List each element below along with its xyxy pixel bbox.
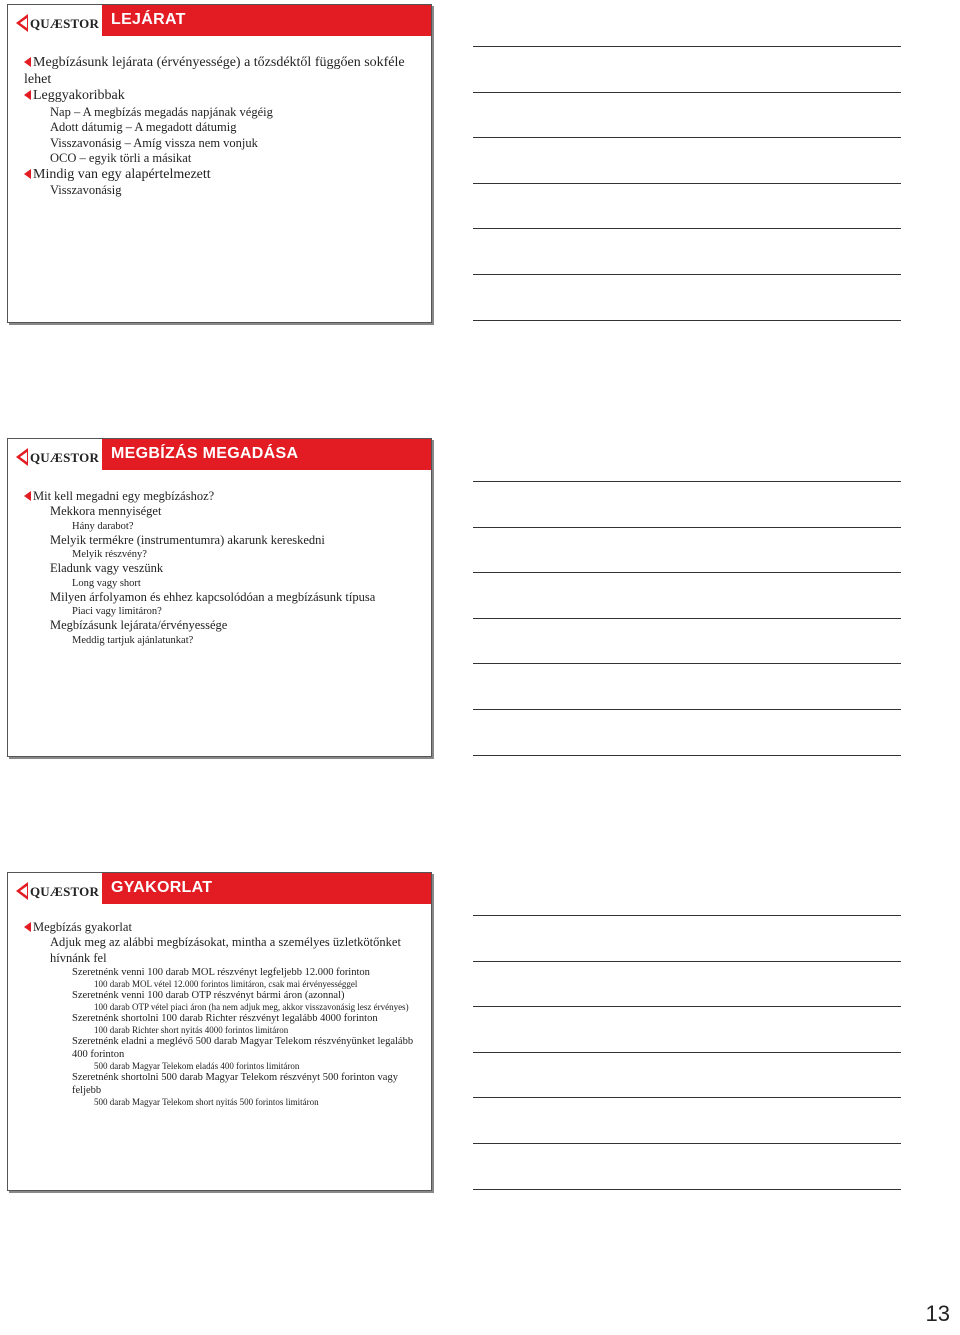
line-text: Leggyakoribbak [33, 88, 125, 103]
bullet-line-level-1 [24, 55, 423, 88]
line-text: Megbízásunk lejárata/érvényessége [50, 618, 228, 632]
slide-lejarat [7, 4, 432, 323]
slide-content [24, 55, 423, 199]
note-rule [473, 1052, 901, 1053]
note-rule [473, 1143, 901, 1144]
bullet-line-level-1 [24, 920, 423, 935]
logo-mark-icon [16, 448, 28, 466]
note-rule [473, 228, 901, 229]
line-text: Visszavonásig [50, 183, 122, 197]
logo-mark-icon [16, 14, 28, 32]
line-text: Eladunk vagy veszünk [50, 561, 164, 575]
bullet-line-level-3 [72, 548, 423, 561]
line-text: Szeretnénk shortolni 500 darab Magyar Telekom részvényt 500 forinton vagy feljebb [72, 1072, 398, 1096]
line-text: 100 darab Richter short nyitás 4000 forintos limitáron [94, 1025, 289, 1035]
note-rule [473, 527, 901, 528]
slide-gyakorlat [7, 872, 432, 1191]
bullet-line-level-4 [94, 1025, 423, 1035]
line-text: OCO – egyik törli a másikat [50, 151, 192, 165]
bullet-line-level-2 [50, 561, 423, 577]
bullet-line-level-2 [50, 618, 423, 634]
bullet-line-level-2 [50, 183, 423, 199]
bullet-line-level-2 [50, 120, 423, 136]
bullet-arrow-icon [24, 90, 31, 100]
note-rule [473, 572, 901, 573]
bullet-line-level-4 [94, 1061, 423, 1071]
bullet-line-level-4 [94, 1097, 423, 1107]
bullet-line-level-4 [94, 1002, 423, 1012]
bullet-line-level-2 [50, 533, 423, 549]
page-number: 13 [925, 1301, 950, 1326]
line-text: Adott dátumig – A megadott dátumig [50, 120, 237, 134]
note-rule [473, 320, 901, 321]
note-rule [473, 1189, 901, 1190]
bullet-line-level-1 [24, 489, 423, 504]
bullet-line-level-3 [72, 1071, 423, 1097]
line-text: Long vagy short [72, 577, 141, 589]
line-text: 500 darab Magyar Telekom short nyitás 500 forintos limitáron [94, 1097, 319, 1107]
note-rule [473, 137, 901, 138]
line-text: 500 darab Magyar Telekom eladás 400 forintos limitáron [94, 1061, 300, 1071]
line-text: Visszavonásig – Amíg vissza nem vonjuk [50, 135, 258, 150]
line-text: Melyik részvény? [72, 549, 147, 560]
bullet-line-level-4 [94, 979, 423, 989]
questor-logo: QUÆSTOR [16, 448, 102, 466]
bullet-line-level-3 [72, 966, 423, 979]
note-rule [473, 1006, 901, 1007]
bullet-line-level-2 [50, 590, 423, 606]
line-text: Melyik termékre (instrumentumra) akarunk kereskedni [50, 532, 325, 547]
note-rule [473, 46, 901, 47]
bullet-line-level-2 [50, 151, 423, 167]
line-text: Adjuk meg az alábbi megbízásokat, mintha a személyes üzletkötőnket hívnánk fel [50, 935, 401, 965]
questor-logo: QUÆSTOR [16, 882, 102, 900]
slide-header [8, 5, 431, 36]
bullet-arrow-icon [24, 57, 31, 67]
bullet-arrow-icon [24, 169, 31, 179]
bullet-line-level-1 [24, 167, 423, 184]
line-text: Nap – A megbízás megadás napjának végéig [50, 104, 273, 119]
line-text: Mit kell megadni egy megbízáshoz? [33, 489, 215, 503]
bullet-line-level-3 [72, 634, 423, 647]
note-rule [473, 274, 901, 275]
slide-header [8, 439, 431, 470]
bullet-line-level-3 [72, 1035, 423, 1061]
note-rule [473, 961, 901, 962]
line-text: Szeretnénk eladni a meglévő 500 darab Magyar Telekom részvényünket legalább 400 forinton [72, 1036, 414, 1060]
line-text: Megbízásunk lejárata (érvényessége) a tőzsdéktől függően sokféle lehet [24, 55, 405, 87]
note-rule [473, 92, 901, 93]
title-bar [102, 439, 431, 470]
slide-content [24, 920, 423, 1107]
line-text: Meddig tartjuk ajánlatunkat? [72, 634, 194, 646]
bullet-line-level-1 [24, 88, 423, 105]
line-text: Szeretnénk shortolni 100 darab Richter részvényt legalább 4000 forinton [72, 1013, 378, 1024]
bullet-line-level-3 [72, 605, 423, 618]
line-text: Piaci vagy limitáron? [72, 606, 162, 617]
note-rule [473, 183, 901, 184]
slide-title: MEGBÍZÁS MEGADÁSA [111, 445, 299, 462]
line-text: Megbízás gyakorlat [33, 920, 132, 934]
bullet-line-level-2 [50, 105, 423, 121]
note-rule [473, 755, 901, 756]
note-rule [473, 618, 901, 619]
bullet-arrow-icon [24, 922, 31, 932]
slide-title: LEJÁRAT [111, 11, 186, 28]
bullet-line-level-2 [50, 136, 423, 152]
bullet-line-level-3 [72, 577, 423, 590]
bullet-line-level-3 [72, 989, 423, 1002]
line-text: Hány darabot? [72, 520, 134, 532]
slide-content [24, 489, 423, 647]
bullet-line-level-2 [50, 935, 423, 966]
note-rule [473, 1097, 901, 1098]
note-rule [473, 709, 901, 710]
line-text: 100 darab OTP vétel piaci áron (ha nem adjuk meg, akkor visszavonásig lesz érvényes) [94, 1002, 409, 1012]
line-text: Mekkora mennyiséget [50, 504, 162, 518]
title-bar [102, 873, 431, 904]
line-text: Szeretnénk venni 100 darab MOL részvényt legfeljebb 12.000 forinton [72, 967, 370, 978]
note-rule [473, 915, 901, 916]
line-text: Milyen árfolyamon és ehhez kapcsolódóan a megbízásunk típusa [50, 589, 376, 604]
bullet-line-level-2 [50, 504, 423, 520]
line-text: 100 darab MOL vétel 12.000 forintos limitáron, csak mai érvényességgel [94, 979, 358, 989]
title-bar [102, 5, 431, 36]
line-text: Szeretnénk venni 100 darab OTP részvényt bármi áron (azonnal) [72, 990, 345, 1001]
slide-header [8, 873, 431, 904]
bullet-line-level-3 [72, 1012, 423, 1025]
note-rule [473, 481, 901, 482]
logo-mark-icon [16, 882, 28, 900]
slide-title: GYAKORLAT [111, 879, 213, 896]
note-rule [473, 663, 901, 664]
line-text: Mindig van egy alapértelmezett [33, 166, 211, 182]
questor-logo: QUÆSTOR [16, 14, 102, 32]
bullet-line-level-3 [72, 520, 423, 533]
bullet-arrow-icon [24, 491, 31, 501]
slide-megbizas-megadasa [7, 438, 432, 757]
